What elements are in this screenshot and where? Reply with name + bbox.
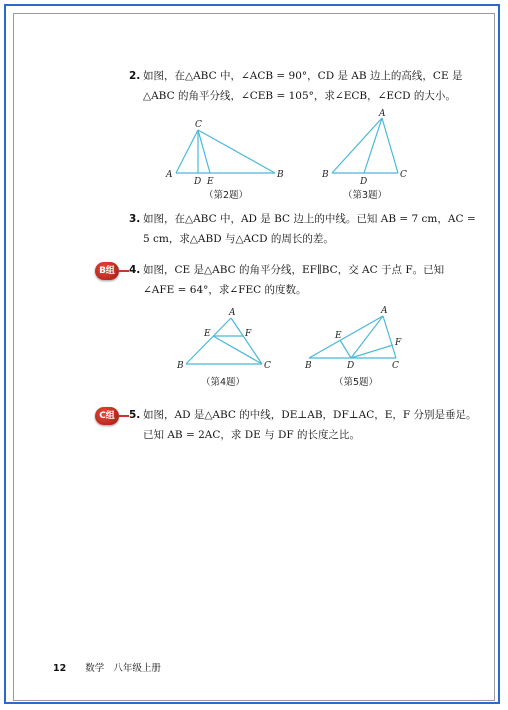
- figure-3-triangle: [332, 118, 398, 173]
- problem-line: 如图，AD 是△ABC 的中线，DE⊥AB，DF⊥AC，E，F 分别是垂足。: [143, 409, 477, 421]
- problem-line: 如图，在△ABC 中，AD 是 BC 边上的中线。已知 AB = 7 cm，AC =: [143, 213, 476, 225]
- figure-2-triangle: [176, 130, 275, 173]
- point-label: D: [347, 361, 355, 371]
- point-label: C: [195, 120, 202, 130]
- point-label: A: [381, 306, 388, 316]
- problem-line: 5 cm，求△ABD 与△ACD 的周长的差。: [143, 233, 334, 245]
- figure-4-caption: （第4题）: [201, 377, 246, 388]
- page-footer: [53, 660, 161, 674]
- problem-number: 5.: [129, 409, 141, 421]
- figure-5-triangle: [309, 316, 396, 358]
- problem-number: 3.: [129, 213, 141, 225]
- figure-5-caption: （第5题）: [334, 377, 379, 388]
- footer-book: 八年级上册: [113, 663, 161, 674]
- point-label: B: [277, 170, 284, 180]
- problem-line: ∠AFE = 64°，求∠FEC 的度数。: [143, 284, 307, 296]
- problem-line: 已知 AB = 2AC，求 DE 与 DF 的长度之比。: [143, 429, 361, 441]
- problem-line: 如图，在△ABC 中，∠ACB = 90°，CD 是 AB 边上的高线，CE 是: [143, 70, 463, 82]
- point-label: A: [229, 308, 236, 318]
- point-label: D: [360, 177, 368, 187]
- problem-number: 2.: [129, 70, 141, 82]
- point-label: B: [305, 361, 312, 371]
- problem-number: 4.: [129, 264, 141, 276]
- point-label: B: [177, 361, 184, 371]
- point-label: A: [166, 170, 173, 180]
- point-label: E: [204, 329, 211, 339]
- point-label: C: [264, 361, 271, 371]
- point-label: F: [245, 329, 252, 339]
- point-label: F: [395, 338, 402, 348]
- figure-4-triangle: [186, 318, 262, 364]
- point-label: B: [322, 170, 329, 180]
- footer-subject: 数学: [85, 663, 105, 674]
- figure-3-caption: （第3题）: [343, 190, 388, 201]
- point-label: E: [335, 331, 342, 341]
- point-label: D: [194, 177, 202, 187]
- group-b-badge: B组: [95, 262, 119, 280]
- problem-line: △ABC 的角平分线，∠CEB = 105°，求∠ECB，∠ECD 的大小。: [143, 90, 456, 102]
- point-label: A: [379, 109, 386, 119]
- problem-line: 如图，CE 是△ABC 的角平分线，EF∥BC，交 AC 于点 F。已知: [143, 264, 445, 276]
- point-label: C: [392, 361, 399, 371]
- point-label: C: [400, 170, 407, 180]
- group-c-badge: C组: [95, 407, 119, 425]
- figure-2-caption: （第2题）: [204, 190, 249, 201]
- point-label: E: [207, 177, 214, 187]
- page-number: 12: [53, 663, 67, 674]
